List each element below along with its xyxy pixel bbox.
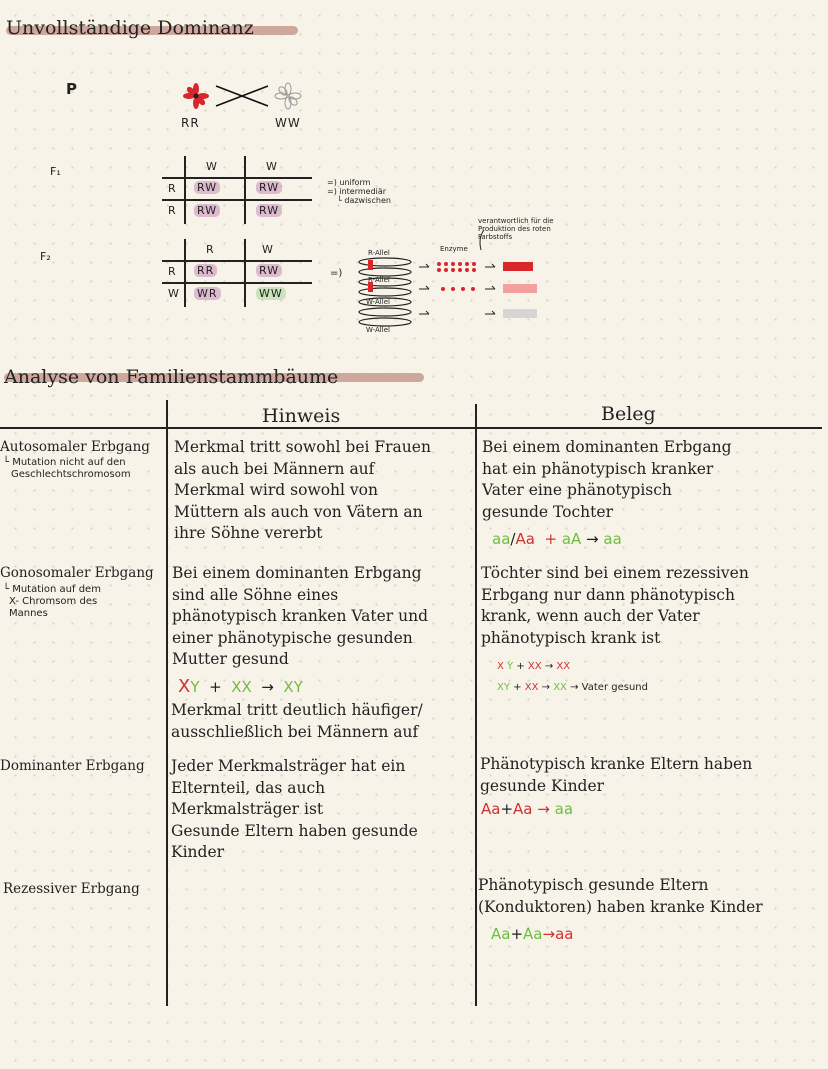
hint-line: Bei einem dominanten Erbgang [172, 564, 422, 582]
hint-line: ausschließlich bei Männern auf [171, 722, 419, 741]
hint-line: Müttern als auch von Vätern an [174, 502, 423, 521]
formula-part: XX [556, 661, 571, 672]
f2-row-header: W [168, 287, 180, 300]
formula-part: Y [190, 678, 200, 696]
f2-col-header: W [262, 243, 274, 256]
formula-recessive [491, 925, 573, 943]
evidence-formula2-gonosomal [497, 682, 648, 693]
formula-part: aA [561, 530, 582, 548]
hint-line: Gesunde Eltern haben gesunde [171, 821, 418, 840]
formula-autosomal [492, 530, 622, 548]
hint-line: einer phänotypische gesunden [172, 628, 413, 647]
formula-part: Aa [491, 925, 511, 943]
formula-part: → [544, 661, 554, 672]
header-evidence: Beleg [601, 403, 656, 425]
p-generation-label: P [66, 80, 77, 98]
formula-part: → [261, 678, 274, 696]
row-note-autosomal [3, 457, 131, 481]
hint-line: Merkmal tritt deutlich häufiger/ [171, 701, 423, 719]
hint-line: sind alle Söhne eines [172, 585, 339, 604]
formula-part: → [537, 800, 550, 818]
f1-note-line: =) intermediär [327, 187, 387, 196]
f1-cell: RW [256, 204, 282, 217]
evidence-autosomal [482, 437, 732, 523]
parent-right-genotype: WW [275, 116, 301, 130]
responsible-note: verantwortlich für die Produktion des roten Farbstoffs [478, 217, 554, 241]
formula-part: X [497, 661, 504, 672]
hint-autosomal [174, 437, 431, 545]
formula-part: → [541, 682, 551, 693]
hint-line: Merkmal tritt sowohl bei Frauen [174, 438, 431, 456]
hint-line: Merkmal wird sowohl von [174, 481, 378, 499]
formula-part: aa [603, 530, 622, 548]
red-flower-icon [183, 83, 209, 109]
f2-label: F₂ [40, 250, 51, 263]
formula-part: + [513, 682, 522, 693]
formula-part: aa [554, 800, 574, 818]
formula-part: XY [497, 682, 510, 693]
f2-cell: RW [256, 264, 282, 277]
formula-part: XY [283, 678, 303, 696]
f2-cell: WR [194, 287, 221, 300]
evidence-line: phänotypisch krank ist [481, 628, 661, 647]
f2-cell: RR [194, 264, 217, 277]
hint-gonosomal [172, 563, 428, 671]
f1-label: F₁ [50, 165, 61, 178]
allele-label: R-Allel [368, 276, 390, 284]
parent-left-genotype: RR [181, 116, 200, 130]
formula-part: + [516, 661, 525, 672]
evidence-line: Erbgang nur dann phänotypisch [481, 585, 735, 604]
note-line: X- Chromsom des [9, 596, 98, 607]
pink-pigment-swatch [503, 284, 537, 293]
formula-part: / [510, 530, 516, 548]
row-label-gonosomal: Gonosomaler Erbgang [0, 565, 154, 581]
formula-part: Y [507, 661, 514, 672]
formula-part: XX [553, 682, 567, 693]
note-line: └ Mutation nicht auf den [3, 457, 126, 468]
hint-formula-gonosomal [178, 676, 303, 697]
evidence-recessive [478, 875, 763, 918]
formula-part: Vater gesund [581, 682, 648, 693]
f2-arrow: =) [330, 268, 343, 279]
hint-line: ihre Söhne vererbt [174, 524, 323, 542]
formula-part: + [510, 925, 524, 943]
evidence-line: Phänotypisch kranke Eltern haben [480, 755, 753, 773]
hint-dominant [171, 756, 418, 864]
f1-cell: RW [256, 181, 282, 194]
f1-note [327, 178, 391, 205]
row-label-autosomal: Autosomaler Erbgang [0, 439, 150, 455]
formula-part: XX [527, 661, 542, 672]
evidence-line: Bei einem dominanten Erbgang [482, 438, 732, 456]
f2-row-header: R [168, 265, 177, 278]
evidence-line: gesunde Tochter [482, 502, 613, 521]
formula-part: Aa [513, 800, 533, 818]
formula-part: Aa [523, 925, 543, 943]
hint-line: Kinder [171, 843, 225, 861]
formula-part: Aa [481, 800, 501, 818]
evidence-line: Vater eine phänotypisch [482, 481, 672, 499]
section-title-dominance: Unvollständige Dominanz [6, 17, 254, 39]
header-hint: Hinweis [262, 405, 341, 427]
evidence-gonosomal [481, 563, 749, 649]
formula-part: + [544, 530, 558, 548]
pointer-line [476, 228, 486, 252]
formula-part: → [570, 682, 579, 693]
allele-label: W-Allel [366, 326, 390, 334]
white-flower-icon [275, 83, 301, 109]
chromosome-diagram [355, 252, 415, 330]
evidence-line: (Konduktoren) haben kranke Kinder [478, 897, 763, 916]
row-note-gonosomal [3, 584, 101, 620]
f1-note-line: =) uniform [327, 178, 371, 187]
hint-line: phänotypisch kranken Vater und [172, 607, 429, 625]
formula-part: aa [555, 925, 574, 943]
table-divider-left [166, 400, 168, 1006]
table-divider-right [475, 404, 477, 1006]
evidence-dominant [480, 754, 752, 797]
f1-row-header: R [168, 204, 177, 217]
hint-line: Elternteil, das auch [171, 778, 326, 797]
f1-col-header: W [266, 160, 278, 173]
evidence-formula1-gonosomal [497, 661, 570, 672]
note-line: Mannes [9, 608, 48, 619]
hint-line: Mutter gesund [172, 650, 289, 668]
f1-note-line: └ dazwischen [337, 196, 391, 205]
hint2-gonosomal [171, 700, 423, 743]
formula-part: X [178, 676, 191, 697]
f1-punnett-square [162, 156, 312, 224]
formula-part: + [209, 678, 222, 696]
hint-line: als auch bei Männern auf [174, 459, 375, 478]
cross-diagram [176, 80, 308, 116]
formula-part: Aa [515, 530, 535, 548]
hint-line: Jeder Merkmalsträger hat ein [171, 757, 406, 775]
row-label-recessive: Rezessiver Erbgang [3, 881, 140, 897]
f2-cell: WW [256, 287, 286, 300]
evidence-line: hat ein phänotypisch kranker [482, 459, 714, 478]
formula-part: → [542, 925, 556, 943]
enzyme-label: Enzyme [440, 245, 468, 253]
evidence-line: Töchter sind bei einem rezessiven [481, 564, 749, 582]
note-line: Geschlechtschromosom [11, 469, 131, 480]
evidence-line: Phänotypisch gesunde Eltern [478, 876, 709, 894]
evidence-line: krank, wenn auch der Vater [481, 607, 700, 625]
f2-punnett-square [162, 239, 312, 307]
formula-part: aa [492, 530, 511, 548]
f2-col-header: R [206, 243, 215, 256]
table-header-line [0, 427, 822, 429]
allele-label: R-Allel [368, 249, 390, 257]
formula-part: + [500, 800, 514, 818]
formula-part: XX [524, 682, 539, 693]
f1-row-header: R [168, 182, 177, 195]
row-label-dominant: Dominanter Erbgang [0, 758, 145, 774]
formula-dominant [481, 800, 573, 818]
f1-col-header: W [206, 160, 218, 173]
hint-line: Merkmalsträger ist [171, 800, 324, 818]
formula-part: XX [231, 678, 252, 696]
allele-label: W-Allel [366, 298, 390, 306]
f1-cell: RW [194, 181, 220, 194]
formula-part: → [586, 530, 599, 548]
f1-cell: RW [194, 204, 220, 217]
gray-pigment-swatch [503, 309, 537, 318]
red-pigment-swatch [503, 262, 533, 271]
note-line: └ Mutation auf dem [3, 584, 101, 595]
evidence-line: gesunde Kinder [480, 776, 605, 795]
section-title-pedigree: Analyse von Familienstammbäume [4, 366, 339, 388]
